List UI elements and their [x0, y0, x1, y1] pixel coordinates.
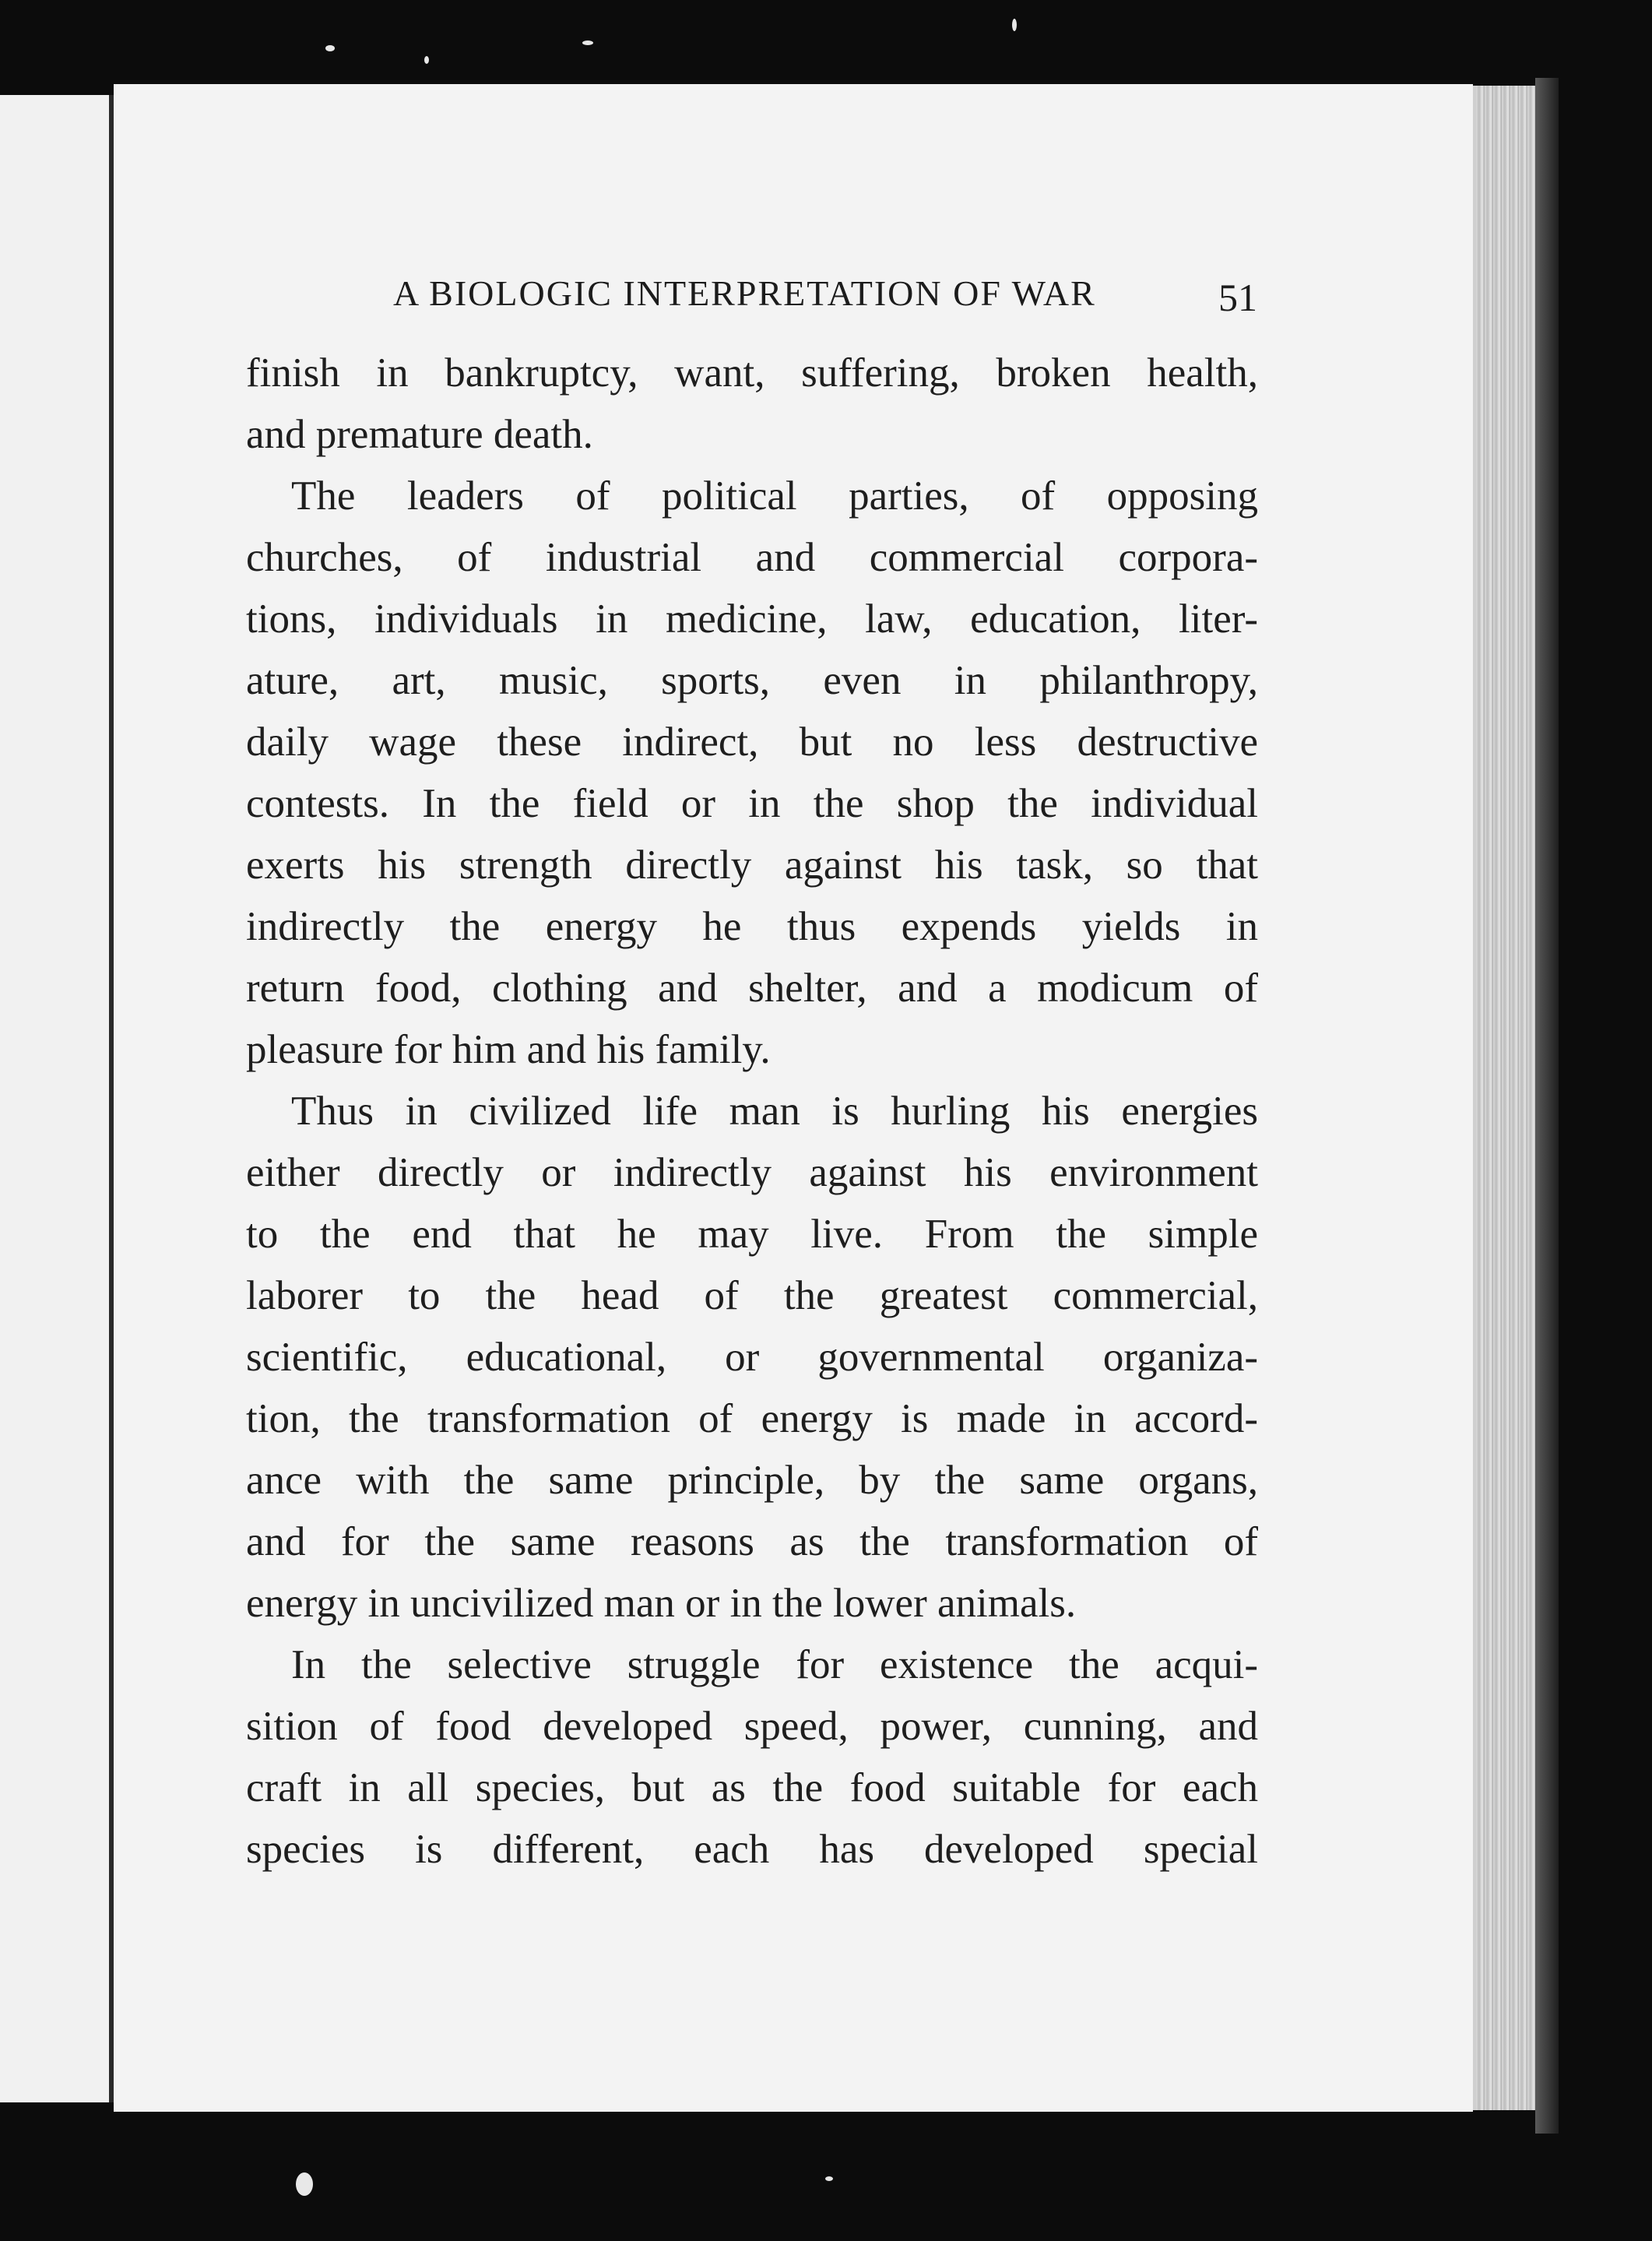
text-line: churches, of industrial and commercial corpora-: [246, 535, 1258, 580]
text-line: laborer to the head of the greatest commercial,: [246, 1273, 1258, 1318]
text-line: The leaders of political parties, of opposing: [291, 473, 1258, 519]
text-line: either directly or indirectly against his environment: [246, 1150, 1258, 1195]
text-line: indirectly the energy he thus expends yields in: [246, 904, 1258, 949]
text-line: return food, clothing and shelter, and a modicum of: [246, 966, 1258, 1011]
text-line: tion, the transformation of energy is made in accord-: [246, 1396, 1258, 1441]
body-text: [246, 343, 1258, 1880]
text-line: sition of food developed speed, power, cunning, and: [246, 1704, 1258, 1749]
text-line: exerts his strength directly against his task, so that: [246, 843, 1258, 888]
text-line: daily wage these indirect, but no less destructive: [246, 719, 1258, 765]
text-line: Thus in civilized life man is hurling his energies: [291, 1089, 1258, 1134]
text-line: pleasure for him and his family.: [246, 1027, 771, 1072]
text-line: finish in bankruptcy, want, suffering, broken health,: [246, 350, 1258, 396]
scan-speck: [325, 45, 335, 51]
scan-speck: [296, 2172, 313, 2196]
text-line: species is different, each has developed special: [246, 1827, 1258, 1872]
page-edges: [1473, 86, 1538, 2110]
scan-speck: [582, 40, 593, 45]
scan-speck: [424, 56, 429, 64]
text-line: and premature death.: [246, 412, 593, 457]
text-line: ance with the same principle, by the same organs,: [246, 1458, 1258, 1503]
scan-speck: [825, 2176, 833, 2181]
text-line: tions, individuals in medicine, law, education, liter-: [246, 596, 1258, 642]
text-line: contests. In the field or in the shop the individual: [246, 781, 1258, 826]
text-line: energy in uncivilized man or in the lower animals.: [246, 1581, 1077, 1626]
running-head: A BIOLOGIC INTERPRETATION OF WAR: [393, 273, 1096, 313]
book-spine: [1535, 78, 1559, 2134]
text-line: ature, art, music, sports, even in philanthropy,: [246, 658, 1258, 703]
text-line: and for the same reasons as the transformation of: [246, 1519, 1258, 1564]
facing-page-edge: [0, 95, 114, 2102]
scan-speck: [1012, 19, 1017, 31]
text-line: to the end that he may live. From the simple: [246, 1212, 1258, 1257]
text-line: scientific, educational, or governmental organiza-: [246, 1335, 1258, 1380]
text-line: craft in all species, but as the food suitable for each: [246, 1765, 1258, 1810]
page-number: 51: [1218, 276, 1257, 319]
text-line: In the selective struggle for existence the acqui-: [291, 1642, 1258, 1687]
